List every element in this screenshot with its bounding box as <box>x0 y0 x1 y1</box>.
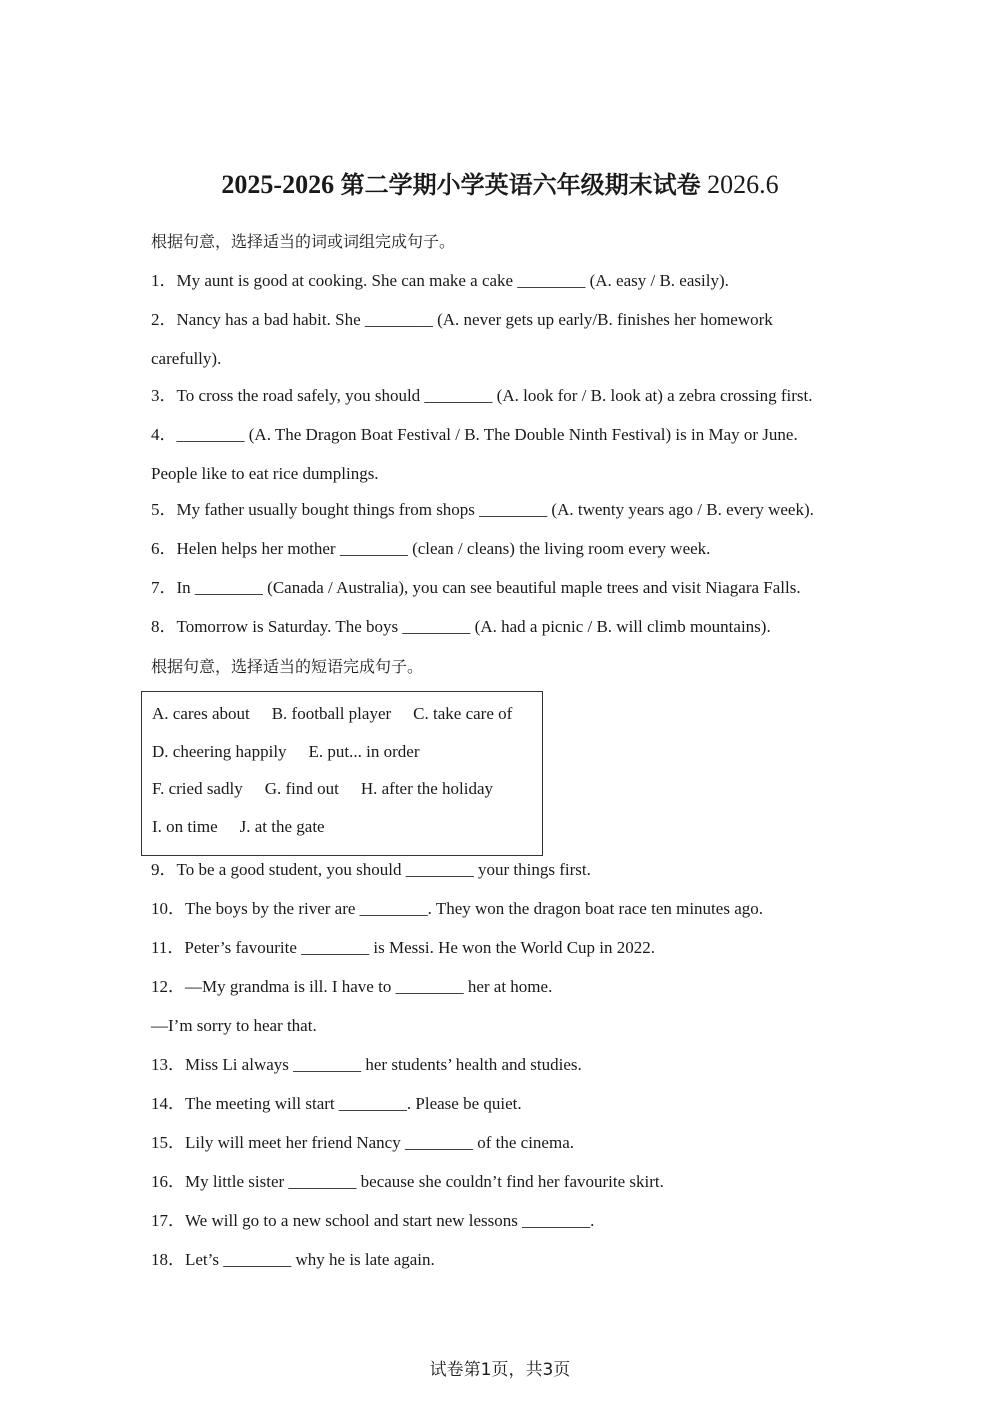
question-18: 18．Let’s ________ why he is late again. <box>151 1250 435 1269</box>
option-j: J. at the gate <box>239 817 325 836</box>
question-16: 16．My little sister ________ because she couldn’t find her favourite skirt. <box>151 1172 664 1191</box>
option-e: E. put... in order <box>308 742 420 761</box>
option-a: A. cares about <box>152 704 250 723</box>
option-b: B. football player <box>271 704 392 723</box>
question-9: 9．To be a good student, you should ________ your things first. <box>151 860 591 879</box>
question-17: 17．We will go to a new school and start new lessons ________. <box>151 1211 595 1230</box>
question-11: 11．Peter’s favourite ________ is Messi. He won the World Cup in 2022. <box>151 938 656 957</box>
page-footer: 试卷第1页，共3页 <box>429 1360 571 1380</box>
question-6: 6．Helen helps her mother ________ (clean / cleans) the living room every week. <box>151 539 711 558</box>
options-row <box>152 815 347 839</box>
option-h: H. after the holiday <box>360 779 494 798</box>
question-8: 8．Tomorrow is Saturday. The boys ________ (A. had a picnic / B. will climb mountains). <box>151 617 771 636</box>
question-12: 12．—My grandma is ill. I have to ________ her at home. <box>151 977 553 996</box>
option-g: G. find out <box>264 779 339 798</box>
question-4: 4．________ (A. The Dragon Boat Festival / B. The Double Ninth Festival) is in May or June. <box>151 425 798 444</box>
option-f: F. cried sadly <box>152 779 243 798</box>
question-12-reply: —I’m sorry to hear that. <box>151 1016 317 1035</box>
question-2: 2．Nancy has a bad habit. She ________ (A. never gets up early/B. finishes her homework <box>151 310 773 329</box>
question-1: 1．My aunt is good at cooking. She can make a cake ________ (A. easy / B. easily). <box>151 271 729 290</box>
question-2-cont: carefully). <box>151 349 222 368</box>
option-d: D. cheering happily <box>152 742 287 761</box>
options-row <box>152 740 442 764</box>
title-date: 2026.6 <box>707 170 779 199</box>
page-title <box>0 166 1000 204</box>
question-5: 5．My father usually bought things from shops ________ (A. twenty years ago / B. every week). <box>151 500 814 519</box>
options-row <box>152 777 515 801</box>
section1-instruction: 根据句意，选择适当的词或词组完成句子。 <box>151 232 456 251</box>
question-10: 10．The boys by the river are ________. They won the dragon boat race ten minutes ago. <box>151 899 763 918</box>
question-14: 14．The meeting will start ________. Please be quiet. <box>151 1094 522 1113</box>
option-c: C. take care of <box>413 704 513 723</box>
question-7: 7．In ________ (Canada / Australia), you can see beautiful maple trees and visit Niagara Falls. <box>151 578 801 597</box>
question-4-cont: People like to eat rice dumplings. <box>151 464 379 483</box>
option-i: I. on time <box>152 817 218 836</box>
options-row <box>152 702 534 726</box>
section2-instruction: 根据句意，选择适当的短语完成句子。 <box>151 657 424 676</box>
title-text: 第二学期小学英语六年级期末试卷 <box>340 171 701 199</box>
question-15: 15．Lily will meet her friend Nancy ________ of the cinema. <box>151 1133 574 1152</box>
title-year: 2025-2026 <box>221 170 335 199</box>
options-box <box>141 691 543 856</box>
question-13: 13．Miss Li always ________ her students’ health and studies. <box>151 1055 582 1074</box>
question-3: 3．To cross the road safely, you should ________ (A. look for / B. look at) a zebra crossing first. <box>151 386 813 405</box>
